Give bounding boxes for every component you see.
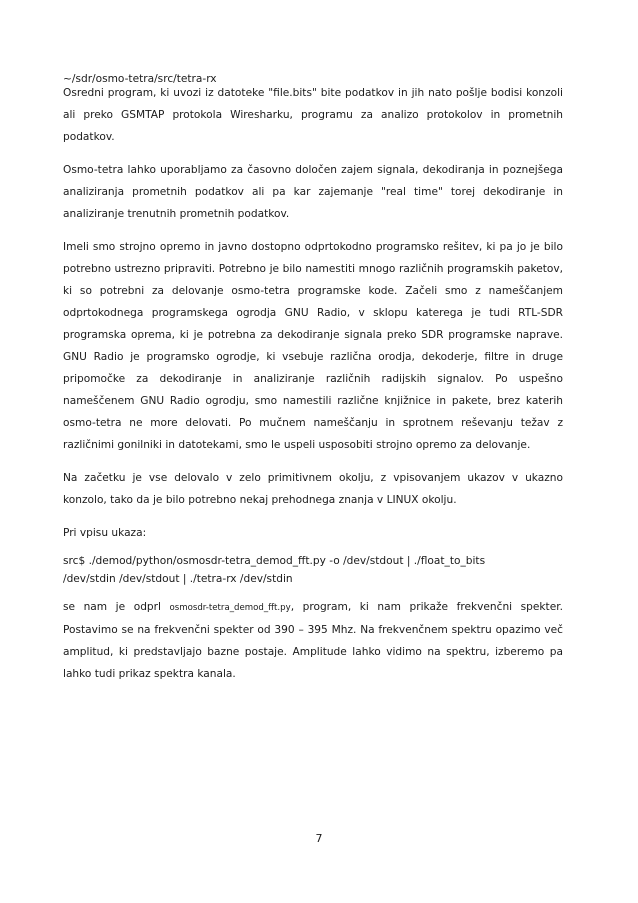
paragraph-installation: Imeli smo strojno opremo in javno dostopno odprtokodno programsko rešitev, ki pa jo je bilo potrebno ustrezno pripraviti. Potrebno je bilo namestiti mnogo različnih programskih paketov, ki so potrebni za delovanje osmo-tetra programske kode. Začeli smo z nameščanjem odprtokodnega programskega ogrodja GNU Radio, v sklopu katerega je tudi RTL-SDR programska oprema, ki je potrebna za dekodiranje signala preko SDR programske naprave. GNU Radio je programsko ogrodje, ki vsebuje različna orodja, dekoderje, filtre in druge pripomočke za dekodiranje in analiziranje različnih radijskih signalov. Po uspešno nameščenem GNU Radio ogrodju, smo namestili različne knjižnice in pakete, brez katerih osmo-tetra ne more delovati. Po mučnem nameščanju in sprotnem reševanju težav z različnimi gonilniki in datotekami, smo le uspeli usposobiti strojno opremo za delovanje. (63, 241, 563, 451)
command-line-1: src$ ./demod/python/osmosdr-tetra_demod_fft.py -o /dev/stdout | ./float_to_bits (63, 555, 486, 567)
paragraph-spacer (63, 456, 563, 467)
spectrum-lead-text: se nam je odprl (63, 601, 170, 613)
paragraph-command-intro: Pri vpisu ukaza: (63, 527, 147, 539)
paragraph-spacer (63, 225, 563, 236)
paragraph-spacer (63, 148, 563, 159)
page-number: 7 (315, 832, 323, 845)
paragraph-console-environment: Na začetku je vse delovalo v zelo primitivnem okolju, z vpisovanjem ukazov v ukazno konzolo, tako da je bilo potrebno nekaj prehodnega znanja v LINUX okolju. (63, 472, 563, 506)
file-path-heading: ~/sdr/osmo-tetra/src/tetra-rx (63, 73, 217, 85)
spectrum-rest-text: , program, ki nam prikaže frekvenčni spekter. Postavimo se na frekvenčni spekter od 390 – 395 Mhz. Na frekvenčnem spektru opazimo več amplitud, ki predstavljajo bazne postaje. Amplitude lahko vidimo na spektru, izberemo pa lahko tudi prikaz spektra kanala. (63, 601, 563, 680)
document-body (63, 73, 563, 685)
command-line-2: /dev/stdin /dev/stdout | ./tetra-rx /dev/stdin (63, 573, 293, 585)
paragraph-spectrum (63, 596, 563, 685)
paragraph-spacer (63, 511, 563, 522)
paragraph-spacer (63, 544, 563, 552)
paragraph-tetra-rx-description: Osredni program, ki uvozi iz datoteke "file.bits" bite podatkov in jih nato pošlje bodisi konzoli ali preko GSMTAP protokola Wiresharku, programu za analizo protokolov in prometnih podatkov. (63, 87, 563, 143)
paragraph-osmo-tetra-usage: Osmo-tetra lahko uporabljamo za časovno določen zajem signala, dekodiranja in poznejšega analiziranja prometnih podatkov ali pa kar zajemanje "real time" torej dekodiranje in analiziranje trenutnih prometnih podatkov. (63, 164, 563, 220)
program-name-inline: osmosdr-tetra_demod_fft.py (169, 603, 291, 613)
paragraph-spacer (63, 588, 563, 596)
